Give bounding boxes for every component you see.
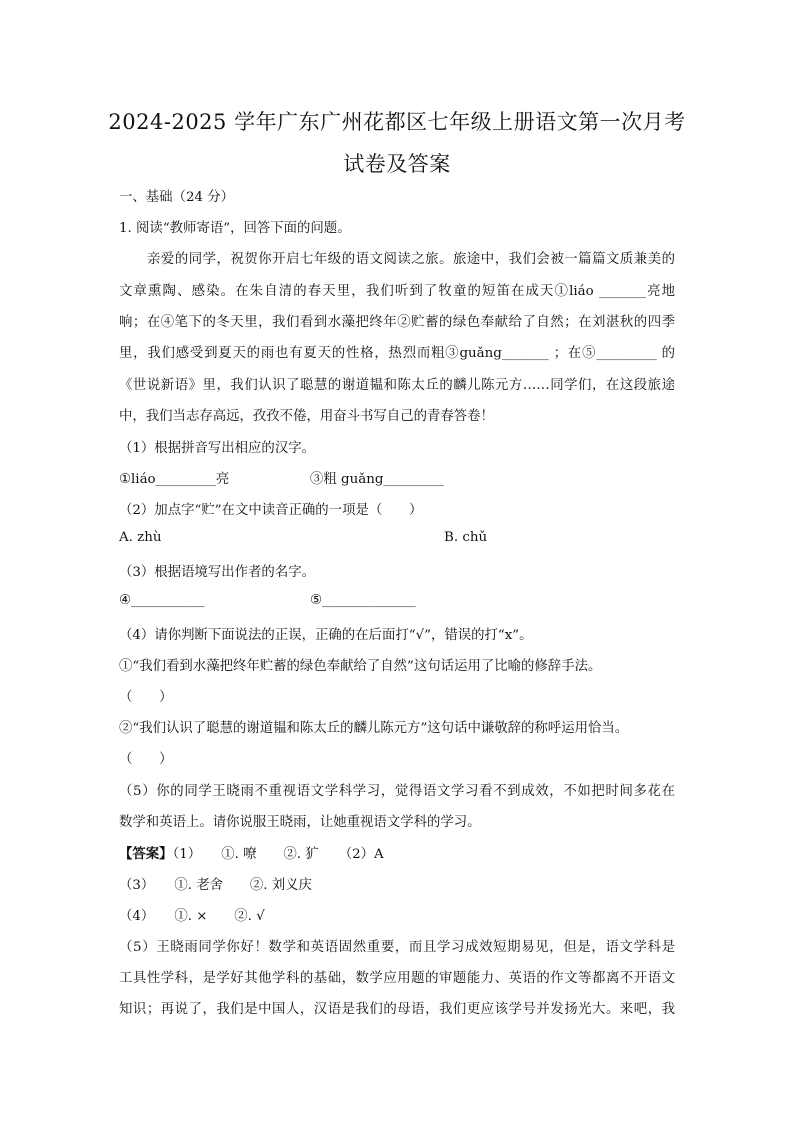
passage-line: 亲爱的同学，祝贺你开启七年级的语文阅读之旅。旅途中，我们会被一篇篇文质兼美的	[147, 252, 675, 267]
judgement-item-1: ①“我们看到水藻把终年贮蓄的绿色奉献给了自然”这句话运用了比喻的修辞手法。	[119, 659, 602, 674]
judgement-item-2: ②“我们认识了聪慧的谢道韫和陈太丘的麟儿陈元方”这句话中谦敬辞的称呼运用恰当。	[119, 721, 629, 736]
sub-question-4-prompt: （4）请你判断下面说法的正误，正确的在后面打“√”，错误的打“x”。	[119, 628, 533, 643]
sub-question-1-prompt: （1）根据拼音写出相应的汉字。	[119, 441, 315, 456]
answer-row-3: （4） ①. × ②. √	[119, 909, 265, 924]
author-blank-4: ④___________	[119, 593, 205, 608]
question-1-prompt: 1. 阅读“教师寄语”，回答下面的问题。	[119, 221, 351, 236]
passage-line: 文章熏陶、感染。在朱自清的春天里，我们听到了牧童的短笛在成天①liáo _______亮地	[119, 284, 675, 299]
answer-label: 【答案】	[119, 846, 173, 862]
option-b: B. chǔ	[444, 530, 488, 545]
pinyin-blank-liao: ①liáo_________亮	[119, 472, 230, 487]
passage-line: 中，我们当志存高远，孜孜不倦，用奋斗书写自己的青春答卷！	[119, 409, 494, 424]
answer-text: （1） ①. 嘹 ②. 犷 （2）A	[172, 847, 384, 862]
author-blank-5: ⑤______________	[310, 593, 416, 608]
answer-paragraph-line: 知识；再说了，我们是中国人，汉语是我们的母语，我们更应该学号并发扬光大。来吧，我	[119, 1002, 675, 1017]
answer-paragraph-line: （5）王晓雨同学你好！数学和英语固然重要，而且学习成效短期易见，但是，语文学科是	[119, 940, 675, 955]
judgement-paren-2: （ ）	[119, 752, 173, 767]
passage-line: 里，我们感受到夏天的雨也有夏天的性格，热烈而粗③guǎng_______ ；在⑤_________ 的	[119, 346, 675, 361]
answer-row-2: （3） ①. 老舍 ②. 刘义庆	[119, 878, 312, 893]
passage-line: 响；在④笔下的冬天里，我们看到水藻把终年②贮蓄的绿色奉献给了自然；在刘湛秋的四季	[119, 315, 675, 330]
sub-question-2-prompt: （2）加点字“贮”在文中读音正确的一项是（ ）	[119, 503, 423, 518]
pinyin-blank-guang: ③粗 guǎng_________	[310, 472, 444, 487]
sub-question-3-prompt: （3）根据语境写出作者的名字。	[119, 565, 315, 580]
passage-line: 《世说新语》里，我们认识了聪慧的谢道韫和陈太丘的麟儿陈元方……同学们，在这段旅途	[119, 378, 675, 393]
option-a: A. zhù	[119, 530, 162, 545]
page-title-line1: 2024-2025 学年广东广州花都区七年级上册语文第一次月考	[108, 110, 686, 134]
sub-question-5-line: （5）你的同学王晓雨不重视语文学科学习，觉得语文学习看不到成效，不如把时间多花在	[119, 784, 675, 799]
page-title-line2: 试卷及答案	[343, 152, 451, 176]
judgement-paren-1: （ ）	[119, 690, 173, 705]
answer-row-1	[119, 843, 384, 862]
sub-question-5-line: 数学和英语上。请你说服王晓雨，让她重视语文学科的学习。	[119, 815, 481, 830]
answer-paragraph-line: 工具性学科，是学好其他学科的基础，数学应用题的审题能力、英语的作文等都离不开语文	[119, 971, 675, 986]
section-heading: 一、基础（24 分）	[119, 190, 235, 205]
